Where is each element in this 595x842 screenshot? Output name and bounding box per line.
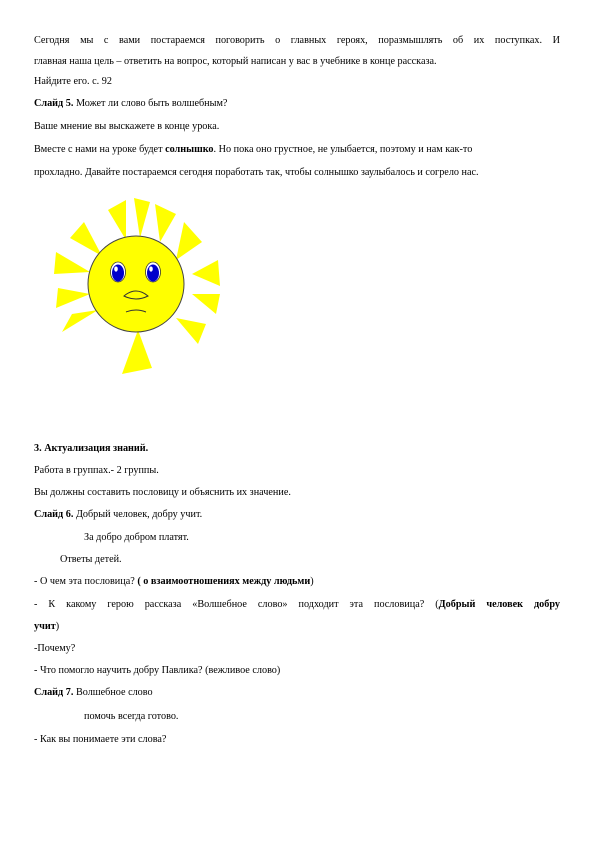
slide5-question: Может ли слово быть волшебным? — [73, 98, 228, 109]
intro-line-2: главная наша цель – ответить на вопрос, который написан у вас в учебнике в конце рассказа. — [34, 56, 437, 67]
slide6-proverb-1: Добрый человек, добру учит. — [73, 509, 203, 520]
slide6-q1-a: - О чем эта пословица? — [34, 576, 138, 587]
slide6-q2-d: ) — [55, 621, 60, 632]
slide6-q2-answer: Добрый человек добру — [438, 599, 560, 610]
slide6-line — [34, 508, 202, 522]
slide6-question-4: - Что помогло научить добру Павлика? (вежливое слово) — [34, 665, 281, 676]
slide7-question-1: - Как вы понимаете эти слова? — [34, 734, 167, 745]
sun-ray — [122, 330, 152, 374]
slide7-label: Слайд 7. — [34, 687, 74, 698]
slide6-q1-answer: ( о взаимоотношениях между людьми — [137, 576, 311, 587]
slide6-label: Слайд 6. — [34, 509, 74, 520]
sun-ray — [62, 310, 98, 332]
slide6-answers: Ответы детей. — [60, 554, 122, 565]
slide6-q1-c: ) — [310, 576, 314, 587]
sun-ray — [192, 294, 220, 314]
sun-ray — [70, 222, 102, 256]
slide5-sun-word: солнышко — [165, 144, 214, 155]
sun-left-eye — [111, 262, 126, 282]
intro-line-3: Найдите его. с. 92 — [34, 76, 112, 87]
sun-ray — [176, 318, 206, 344]
section3-line-1: Работа в группах.- 2 группы. — [34, 465, 159, 476]
section3-heading — [34, 442, 148, 456]
sun-icon — [52, 198, 222, 378]
slide6-question-1 — [34, 575, 314, 589]
sun-ray — [54, 252, 90, 274]
section3-line-2: Вы должны составить пословицу и объяснить их значение. — [34, 487, 291, 498]
section3-heading-text: 3. Актуализация знаний. — [34, 443, 149, 454]
slide6-question-2 — [34, 598, 560, 612]
slide5-line-4: прохладно. Давайте постараемся сегодня поработать так, чтобы солнышко заулыбалось и согрело нас. — [34, 167, 479, 178]
slide7-text-1: Волшебное слово — [73, 687, 153, 698]
sun-ray — [192, 260, 220, 286]
slide5-line3-a: Вместе с нами на уроке будет — [34, 144, 166, 155]
sun-ray — [155, 204, 176, 242]
slide5-label: Слайд 5. — [34, 98, 74, 109]
slide6-q2-answer-cont: учит — [34, 621, 56, 632]
slide6-q2-a: - К какому герою рассказа «Волшебное слово» подходит эта пословица? ( — [34, 599, 439, 610]
slide7-text-2: помочь всегда готово. — [84, 711, 179, 722]
sun-face — [88, 236, 184, 332]
slide5-line-2: Ваше мнение вы выскажете в конце урока. — [34, 121, 220, 132]
sun-right-eye — [146, 262, 161, 282]
slide6-proverb-2: За добро добром платят. — [84, 532, 189, 543]
slide7-line — [34, 686, 153, 700]
sun-ray — [56, 288, 90, 308]
intro-line-1: Сегодня мы с вами постараемся поговорить о главных героях, поразмышлять об их поступках. И — [34, 35, 560, 46]
slide5-line-3 — [34, 143, 472, 157]
slide6-question-2-cont — [34, 620, 59, 634]
sun-ray — [176, 222, 202, 260]
slide5-line3-c: . Но пока оно грустное, не улыбается, поэтому и нам как-то — [213, 144, 473, 155]
slide6-question-3: -Почему? — [34, 643, 76, 654]
slide5-line — [34, 97, 227, 111]
sun-ray — [108, 200, 126, 240]
sun-ray — [134, 198, 150, 238]
